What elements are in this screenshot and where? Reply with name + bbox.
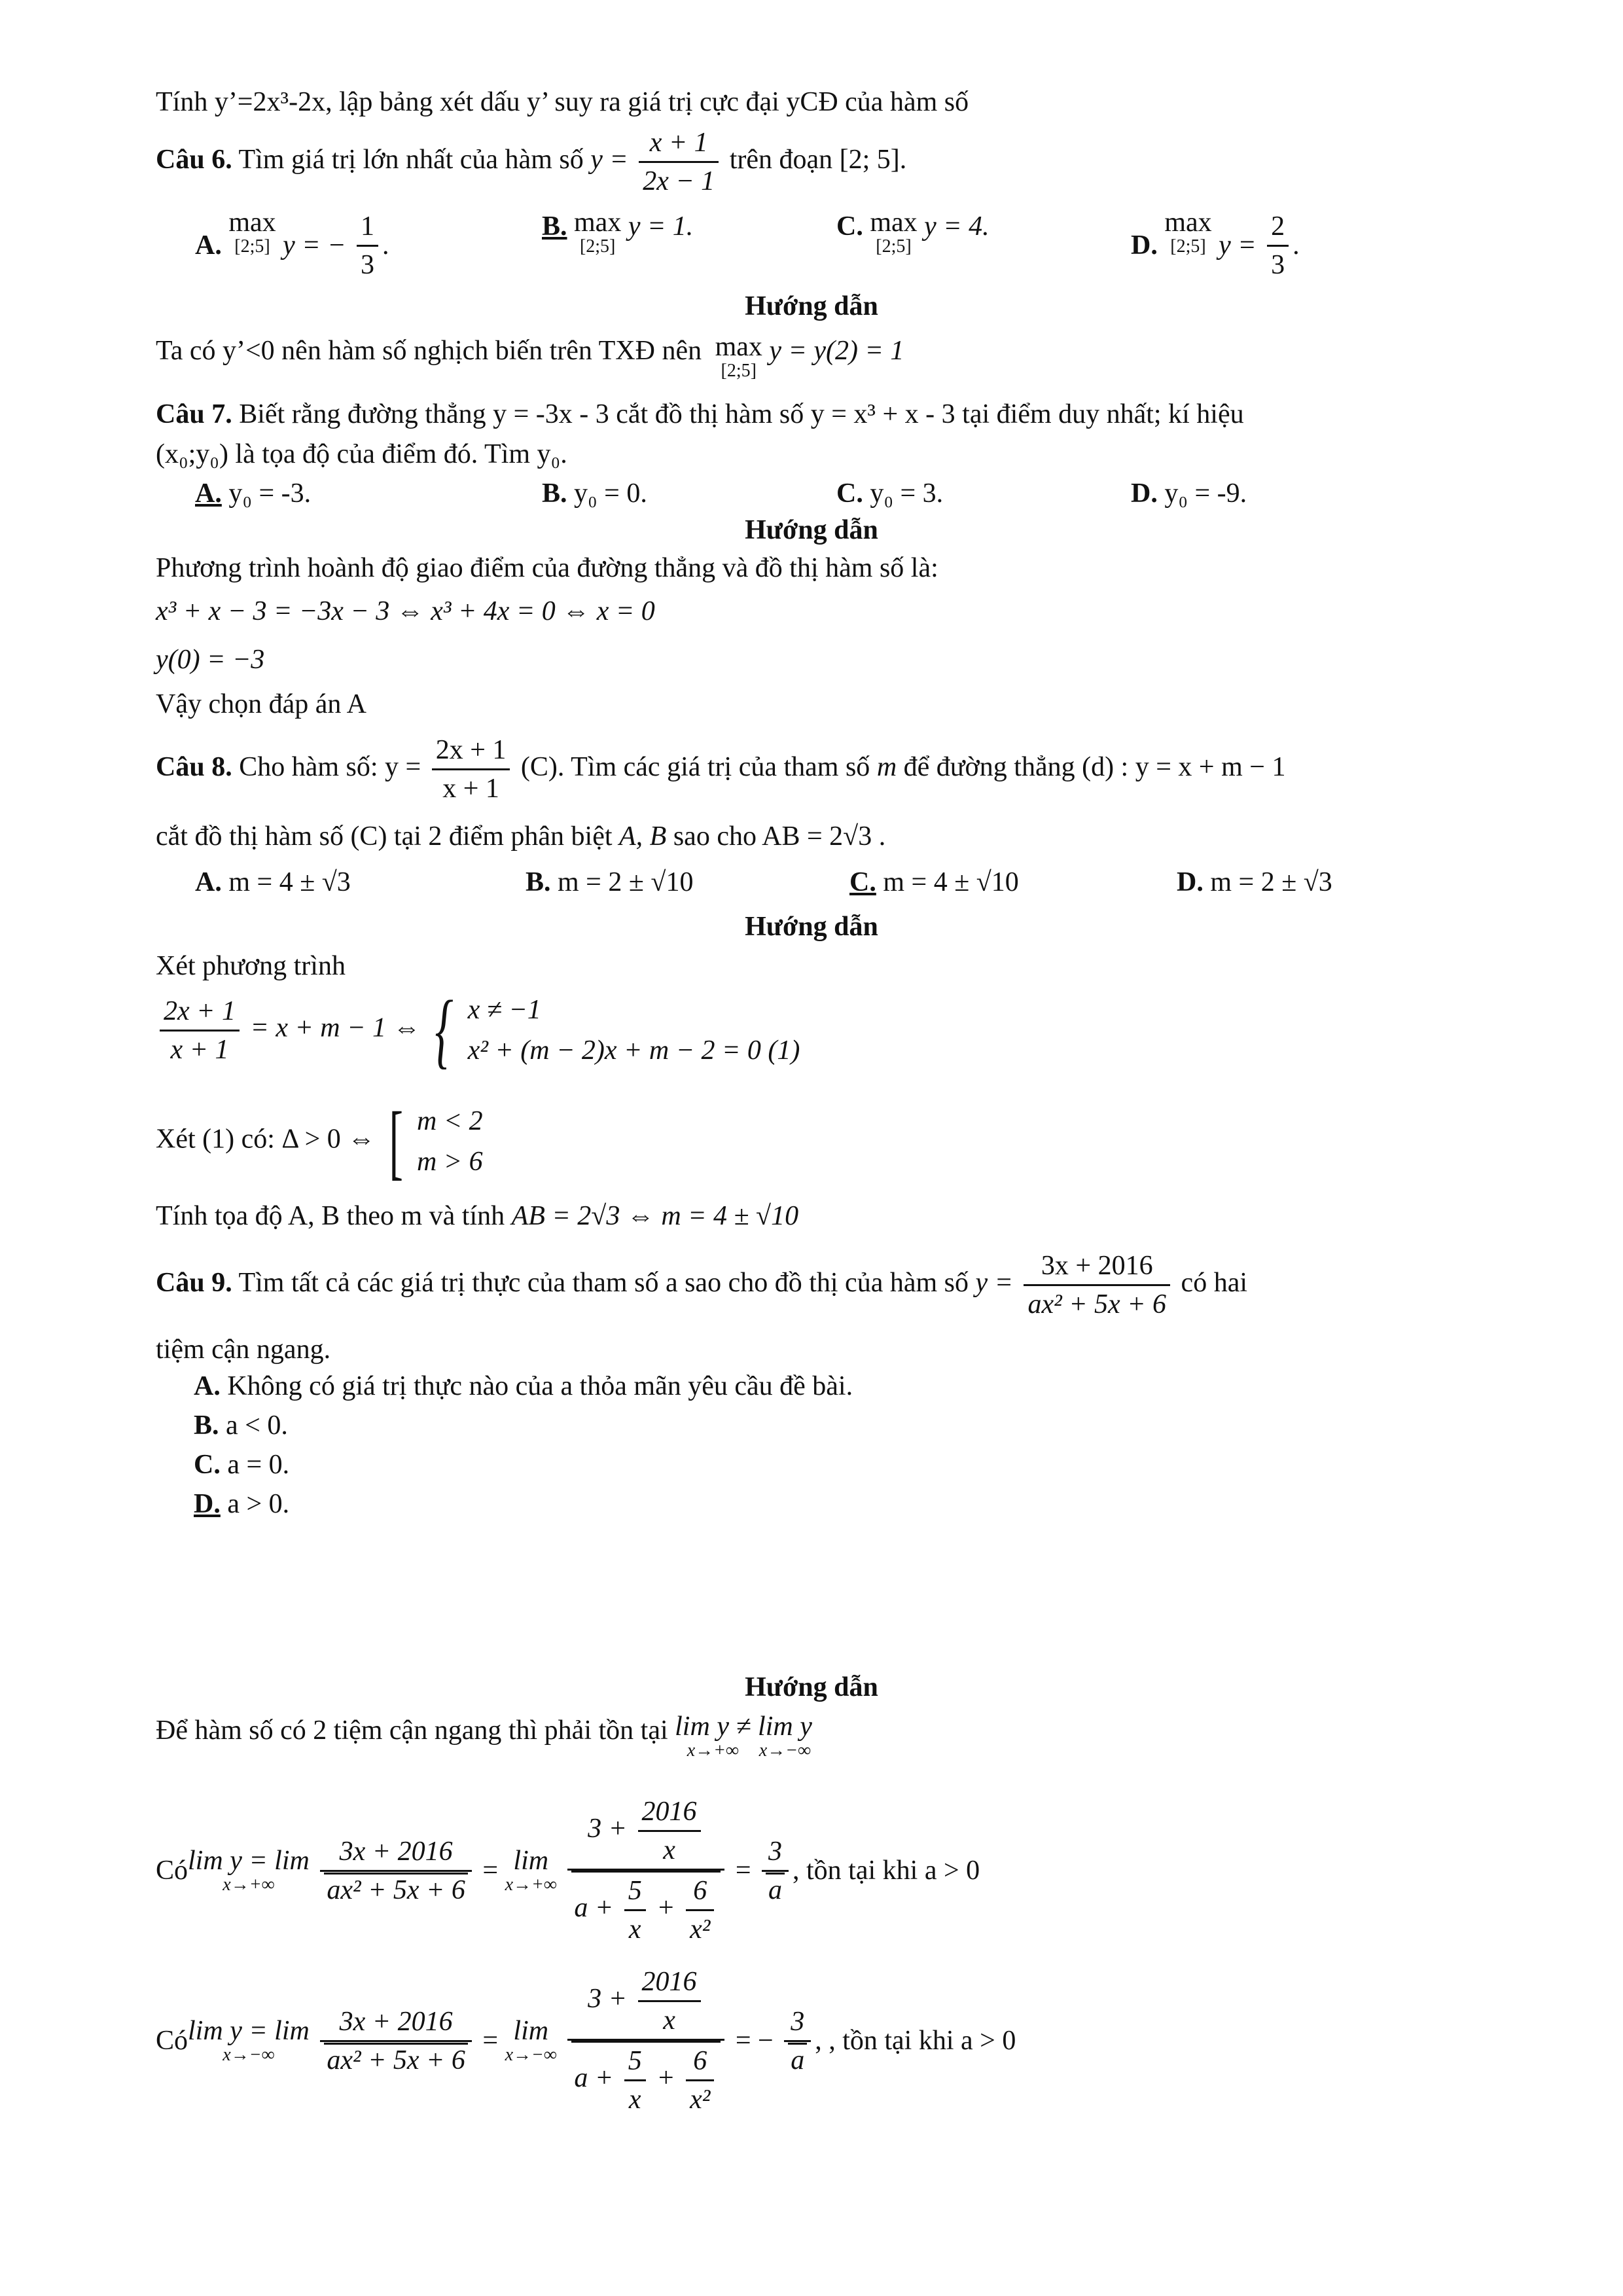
guide-heading-9: Hướng dẫn xyxy=(745,1672,878,1702)
q9-option-b[interactable]: B. a < 0. xyxy=(194,1410,288,1441)
q7-line2: (x₀;y₀) là tọa độ của điểm đó. Tìm y₀. xyxy=(156,439,567,469)
q7-option-a[interactable]: A. y₀ = -3. xyxy=(195,478,312,509)
q6-a-frac: $\frac{1}{3}$ xyxy=(357,208,378,283)
q6-d-val: y = xyxy=(1219,230,1257,260)
s9-line1 xyxy=(156,1712,1524,1765)
q6-c-val: y = 4. xyxy=(924,211,990,242)
q9-y: y = xyxy=(975,1268,1013,1299)
q7-option-c[interactable]: C. y₀ = 3. xyxy=(836,478,944,509)
q6-d-max: max [2;5] xyxy=(1164,207,1212,257)
q6-option-a[interactable]: A. max [2;5] y = − $\frac{1}{3}$ . xyxy=(195,208,389,283)
s8-l3: Xét (1) có: Δ > 0 ⇔ xyxy=(156,1124,376,1155)
q8-b: (C). Tìm các giá trị của tham số xyxy=(520,752,870,783)
q6-b-max: max [2;5] xyxy=(574,207,622,257)
q8-option-a[interactable]: A. m = 4 ± √3 xyxy=(195,867,351,897)
q9-option-a[interactable]: A. Không có giá trị thực nào của a thỏa mãn yêu cầu đề bài. xyxy=(194,1371,853,1401)
s9-limit-minus: Cólim y = lim x→−∞ $\frac{3x + 2016}{\text{ax² + 5x + 6}}$ = lim x→−∞ 3 + $\frac{2016}{x}$ a + $\frac{5}{x}$ + $\frac{6}{\text{x²}}$ = − $\frac{3}{a}$ , , tồn tại khi a > 0 xyxy=(156,1964,1524,2147)
q8-option-d[interactable]: D. m = 2 ± √3 xyxy=(1177,867,1332,897)
s8-eq: = x + m − 1 ⇔ xyxy=(250,1013,421,1043)
q9-text: Tìm tất cả các giá trị thực của tham số a sao cho đồ thị của hàm số xyxy=(238,1268,969,1299)
s6-text: Ta có y’<0 nên hàm số nghịch biến trên TXĐ nên xyxy=(156,336,702,366)
s9-result-1: $\frac{3}{a}$ xyxy=(762,1833,789,1909)
s9-t2: , , tồn tại khi a > 0 xyxy=(815,2026,1016,2056)
question-8 xyxy=(156,732,1524,807)
q9-line2: tiệm cận ngang. xyxy=(156,1335,331,1365)
s7-line3: y(0) = −3 xyxy=(156,645,265,675)
q6-options xyxy=(156,208,1524,280)
s9-t1: , tồn tại khi a > 0 xyxy=(793,1856,980,1886)
brace-icon: { xyxy=(435,984,454,1077)
q9-tail: có hai xyxy=(1181,1268,1247,1299)
q6-label: Câu 6. xyxy=(156,145,232,175)
q6-a-key: A. xyxy=(195,230,222,260)
s9-result-2: $\frac{3}{a}$ xyxy=(784,2003,811,2079)
q6-num: x + 1 xyxy=(649,128,708,158)
q6-d-frac: $\frac{2}{3}$ xyxy=(1267,208,1289,283)
s9-lim-plus: lim y ≠ x→+∞ xyxy=(675,1712,751,1761)
q8-a: Cho hàm số: y = xyxy=(239,752,421,783)
s7-line1: Phương trình hoành độ giao điểm của đường thẳng và đồ thị hàm số là: xyxy=(156,553,938,583)
s9-l1: Để hàm số có 2 tiệm cận ngang thì phải tồn tại xyxy=(156,1715,668,1746)
s8-conditions: m < 2 m > 6 xyxy=(416,1106,483,1177)
q6-fraction xyxy=(639,124,719,200)
s9-co-2: Có xyxy=(156,2026,188,2056)
q7-option-d[interactable]: D. y₀ = -9. xyxy=(1131,478,1247,509)
guide-heading-6: Hướng dẫn xyxy=(745,291,878,321)
s9-lim-minus: lim y x→−∞ xyxy=(758,1712,812,1761)
q7-options xyxy=(156,475,1524,512)
q9-option-c[interactable]: C. a = 0. xyxy=(194,1450,290,1480)
q6-d-key: D. xyxy=(1131,230,1158,260)
q6-b-key: B. xyxy=(542,211,567,242)
solution-6 xyxy=(156,332,1524,381)
s9-co-1: Có xyxy=(156,1856,188,1886)
s9-frac-2a: $\frac{3x + 2016}{\text{ax² + 5x + 6}}$ xyxy=(320,2003,472,2079)
q7-option-b[interactable]: B. y₀ = 0. xyxy=(542,478,647,509)
s8-line4: Tính tọa độ A, B theo m và tính AB = 2√3 ⇔ m = 4 ± √10 xyxy=(156,1201,799,1231)
q8-option-c[interactable]: C. m = 4 ± √10 xyxy=(849,867,1019,897)
s8-line3 xyxy=(156,1095,1524,1191)
q8-c: để đường thẳng (d) : y = x + m − 1 xyxy=(903,752,1286,783)
question-7 xyxy=(156,396,1524,433)
s8-cases: x ≠ −1 x² + (m − 2)x + m − 2 = 0 (1) xyxy=(467,995,800,1066)
s8-line1: Xét phương trình xyxy=(156,951,346,981)
q6-option-c[interactable] xyxy=(836,208,990,257)
s9-frac-1a: $\frac{3x + 2016}{\text{ax² + 5x + 6}}$ xyxy=(320,1833,472,1909)
bracket-icon: [ xyxy=(389,1095,403,1188)
s9-frac-2b: 3 + $\frac{2016}{x}$ a + $\frac{5}{x}$ + $\frac{6}{\text{x²}}$ xyxy=(567,1964,724,2118)
question-9 xyxy=(156,1247,1524,1323)
q8-line2: cắt đồ thị hàm số (C) tại 2 điểm phân biệt A, B sao cho AB = 2√3 . xyxy=(156,821,886,852)
q7-label: Câu 7. xyxy=(156,399,232,429)
intro-line: Tính y’=2x³-2x, lập bảng xét dấu y’ suy ra giá trị cực đại yCĐ của hàm số xyxy=(156,87,969,117)
q6-b-val: y = 1. xyxy=(628,211,694,242)
q6-option-b[interactable] xyxy=(542,208,693,257)
s8-system xyxy=(156,984,1524,1093)
q6-option-d[interactable]: D. max [2;5] y = $\frac{2}{3}$ . xyxy=(1131,208,1300,283)
q7-line1: Biết rằng đường thẳng y = -3x - 3 cắt đồ thị hàm số y = x³ + x - 3 tại điểm duy nhất; kí hiệu xyxy=(239,399,1244,429)
q6-a-max: max [2;5] xyxy=(228,207,276,257)
guide-heading-8: Hướng dẫn xyxy=(745,912,878,942)
q9-fraction: $\frac{3x + 2016}{\text{ax² + 5x + 6}}$ xyxy=(1024,1247,1170,1323)
s7-line4: Vậy chọn đáp án A xyxy=(156,689,366,719)
q8-option-b[interactable]: B. m = 2 ± √10 xyxy=(526,867,694,897)
q8-options xyxy=(156,864,1524,901)
q9-option-d[interactable]: D. a > 0. xyxy=(194,1489,290,1519)
q9-label: Câu 9. xyxy=(156,1268,232,1299)
q8-fraction: $\frac{2x + 1}{x + 1}$ xyxy=(432,732,510,807)
q6-a-val: y = − xyxy=(283,230,346,260)
q8-label: Câu 8. xyxy=(156,752,232,783)
q6-tail: trên đoạn [2; 5]. xyxy=(729,145,907,175)
q6-y: y = xyxy=(590,145,635,175)
q6-den: 2x − 1 xyxy=(639,161,719,200)
q6-c-max: max [2;5] xyxy=(870,207,918,257)
s8-fraction: $\frac{2x + 1}{x + 1}$ xyxy=(160,993,240,1068)
s9-frac-1b: 3 + $\frac{2016}{x}$ a + $\frac{5}{x}$ + $\frac{6}{\text{x²}}$ xyxy=(567,1793,724,1948)
guide-heading-7: Hướng dẫn xyxy=(745,515,878,545)
question-6 xyxy=(156,124,1524,200)
s9-limit-plus: Cólim y = lim x→+∞ $\frac{3x + 2016}{\text{ax² + 5x + 6}}$ = lim x→+∞ 3 + $\frac{2016}{x}$ a + $\frac{5}{x}$ + $\frac{6}{\text{x²}}$ = $\frac{3}{a}$ , tồn tại khi a > 0 xyxy=(156,1793,1524,1977)
s6-result: y = y(2) = 1 xyxy=(769,336,904,366)
s7-line2: x³ + x − 3 = −3x − 3 ⇔ x³ + 4x = 0 ⇔ x = 0 xyxy=(156,596,655,626)
s6-max: max [2;5] xyxy=(715,332,762,381)
q8-m: m xyxy=(876,752,897,783)
q6-c-key: C. xyxy=(836,211,863,242)
q6-text: Tìm giá trị lớn nhất của hàm số xyxy=(238,145,584,175)
